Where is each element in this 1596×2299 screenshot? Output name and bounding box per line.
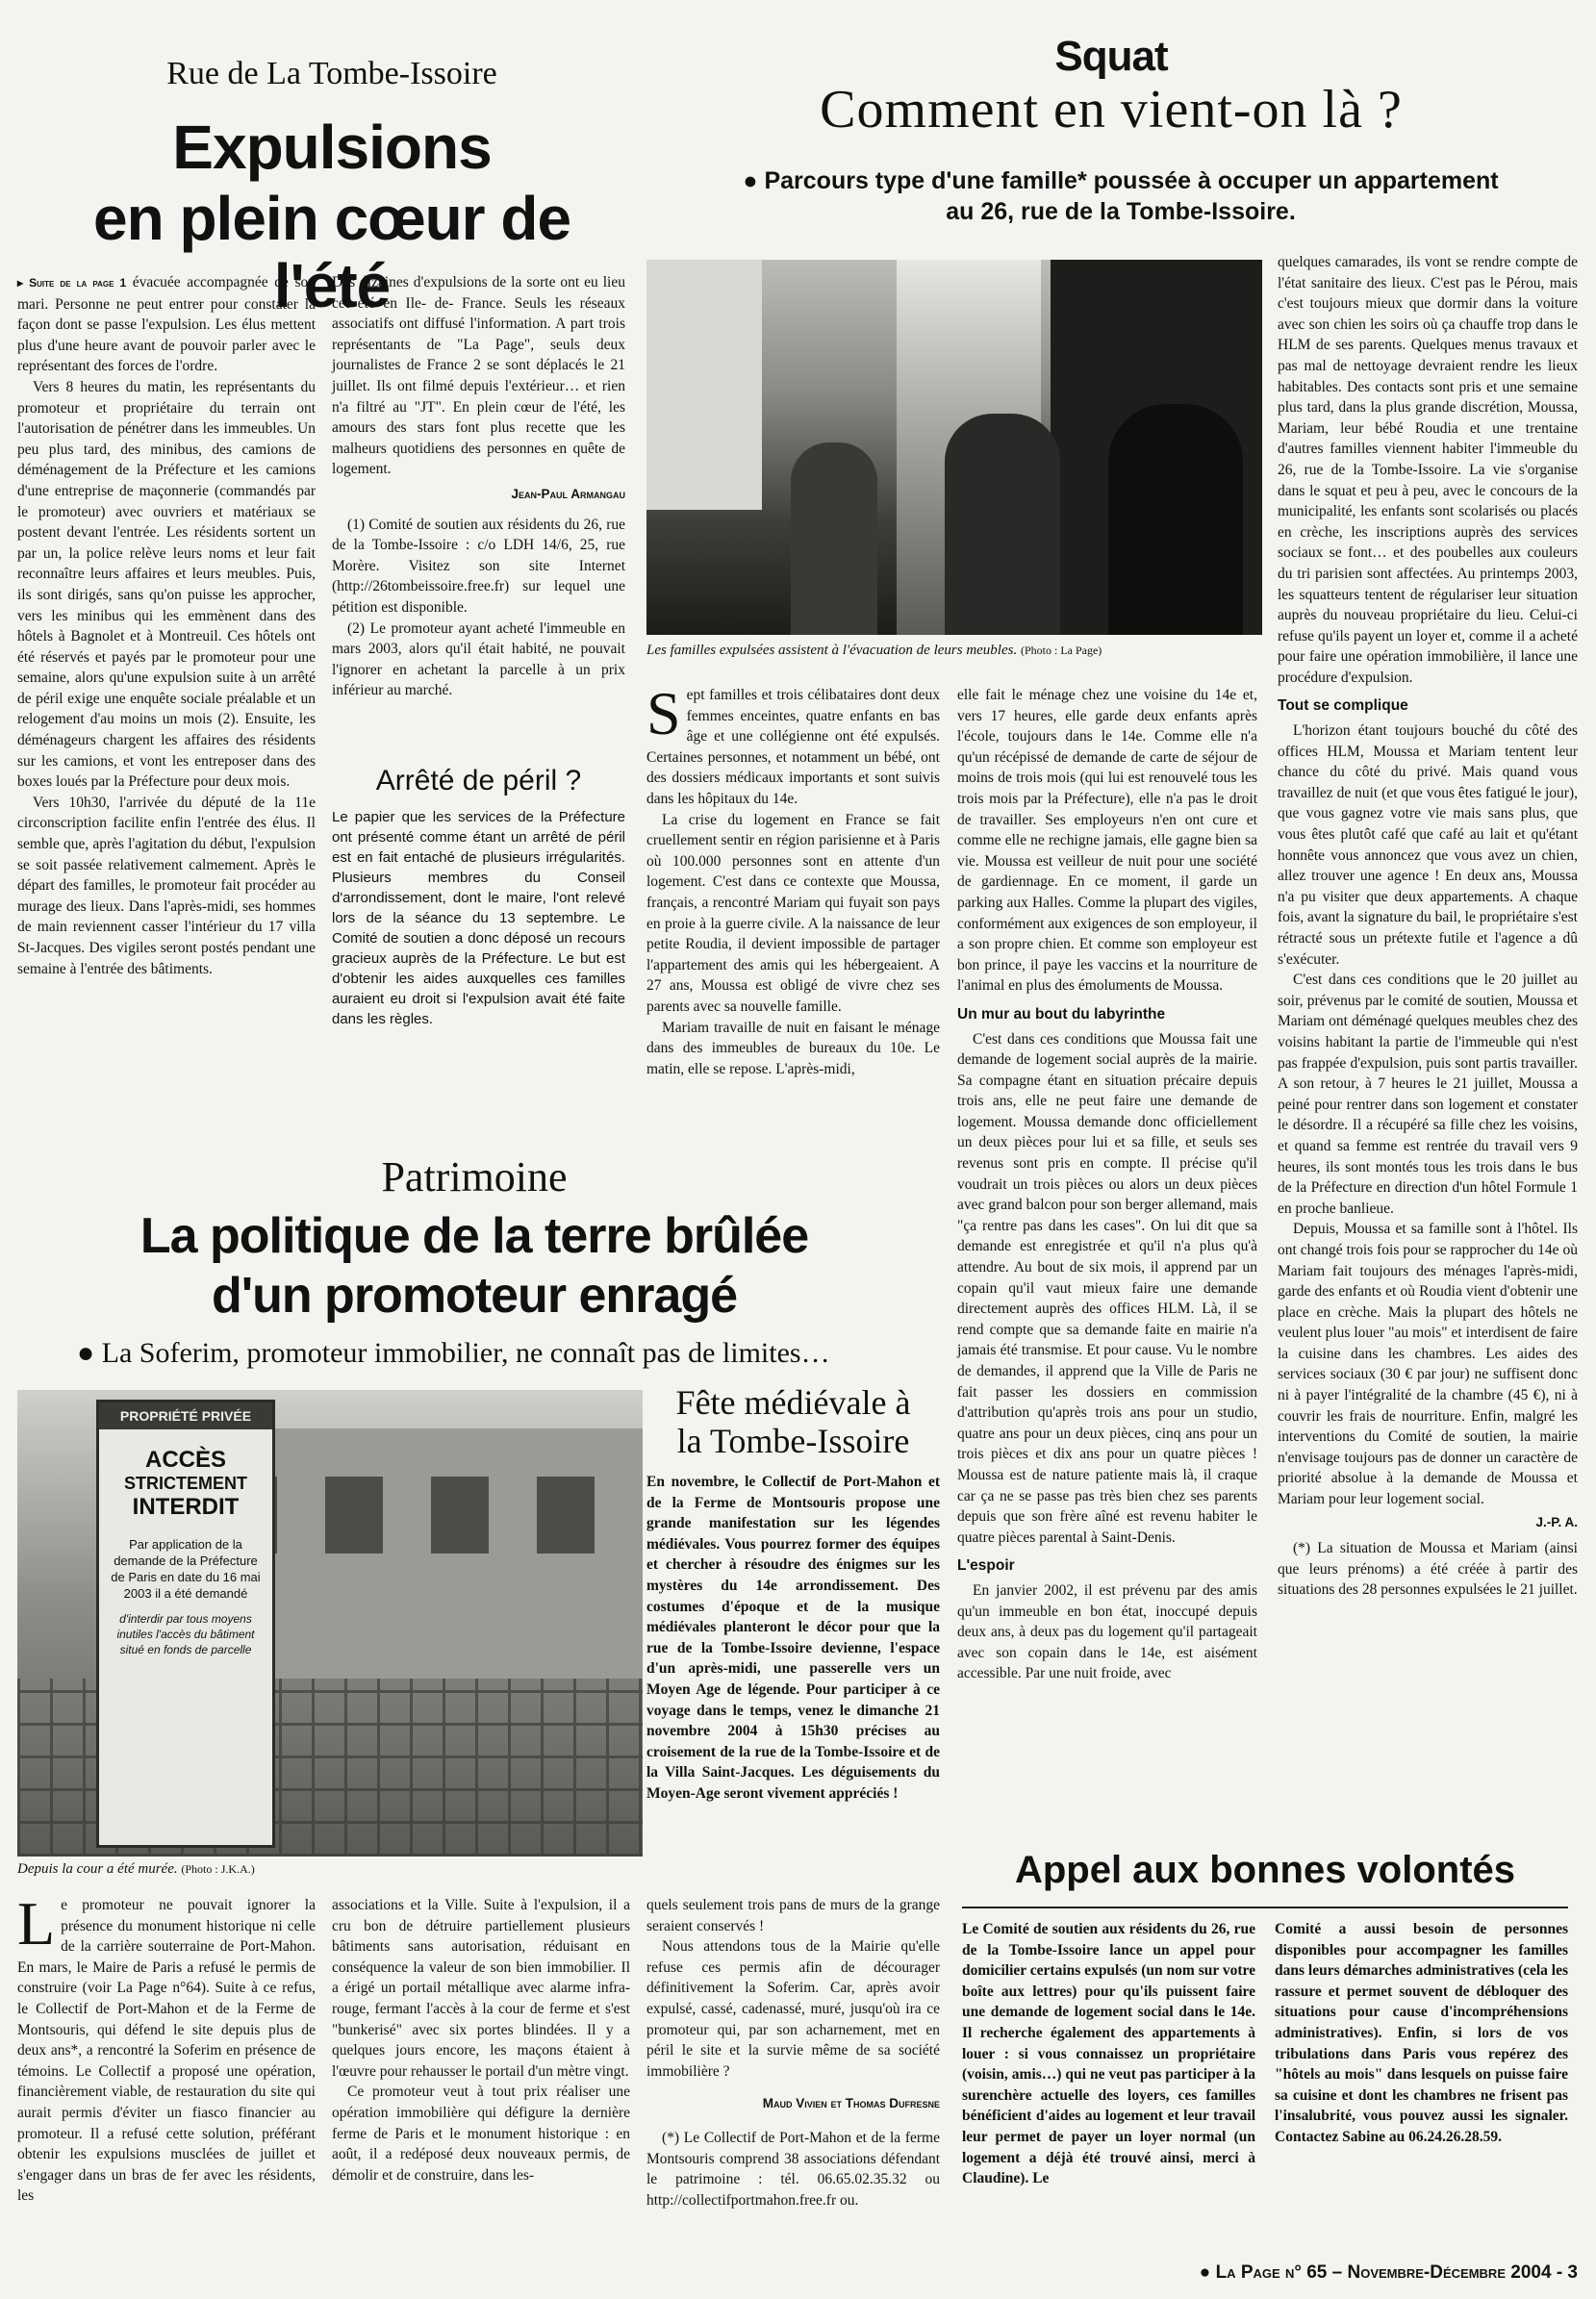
appel-col-2: Comité a aussi besoin de personnes disponibles pour accompagner les familles dans leurs démarches administratives (cela les rassure et permet souvent de débloquer des situations pour cause d'incompréhensions administratives). Enfin, si lors de vos tribulations dans Paris vous repérez des "hôtels au mois" dans lesquels on puisse faire sa cuisine et dont les chambres ne frisent pas l'insalubrité, vous pouvez aussi les signaler. Contactez Sabine au 06.24.26.28.59. [1275, 1921, 1568, 2145]
paragraph: ept familles et trois célibataires dont deux femmes enceintes, quatre enfants en bas âge et une collégienne ont été expulsés. Certaines personnes, et notamment un bébé, ont des dossiers médicaux importants et sont suivis dans les hôpitaux du 14e. [646, 687, 940, 807]
paragraph: La crise du logement en France se fait cruellement sentir en région parisienne et à Paris où 100.000 personnes sont en attente d'un logement. C'est dans ce contexte que Moussa, français, a rencontré Mariam qui fuyait son pays en proie à la guerre civile. A la naissance de leur petite Roudia, il devient impossible de partager l'appartement des amis qui les hébergeaient. A 27 ans, Moussa est obligé de vivre chez ses parents avec sa nouvelle famille. [646, 811, 940, 1015]
sign [96, 1400, 275, 1848]
sign-header: PROPRIÉTÉ PRIVÉE [99, 1402, 272, 1429]
squat-deck [664, 165, 1578, 227]
note-2: (2) Le promoteur ayant acheté l'immeuble en mars 2003, alors qu'il était habité, ne pouvait l'ignorer en achetant la parcelle à un prix inférieur au marché. [332, 619, 625, 699]
subhead-complique: Tout se complique [1278, 697, 1408, 715]
box-title: Arrêté de péril ? [375, 765, 582, 796]
fete-title-1: Fête médiévale à [675, 1383, 911, 1422]
paragraph: e promoteur ne pouvait ignorer la présence du monument historique ni celle de la carrière souterraine de Port-Mahon. En mars, le Maire de Paris a refusé le permis de construire (voir La Page n°64). Suite à ce refus, le Collectif de Port-Mahon et de la Ferme de Montsouris, qui défend le site depuis plus de deux ans*, a rencontré la Soferim en présence de témoins. Le Collectif a proposé une opération, financièrement viable, de restauration du site qui aurait permis d'éviter un fiasco financier au promoteur. Il a refusé cette solution, préférant obtenir les expulsions musclées de juillet et s'engager dans un bras de fer avec les résidents, les [17, 1897, 316, 2205]
expulsions-headline-2: en plein cœur de l'été [92, 184, 571, 320]
paragraph: associations et la Ville. Suite à l'expulsion, il a cru bon de détruire partiellement plusieurs bâtiments sans autorisation, réduisant en conséquence la valeur de son bien immobilier. Il a érigé un portail métallique avec alarme infra-rouge, fermant l'accès à la cour de ferme et s'est "bunkerisé" avec six portes blindées. Il y a quelques jours encore, les maçons étaient à l'œuvre pour rehausser le portail d'un mètre vingt. [332, 1897, 630, 2080]
fete-text: En novembre, le Collectif de Port-Mahon et de la Ferme de Montsouris propose une grande manifestation sur les légendes médiévales. Vous pourrez former des équipes et chercher à résoudre des énigmes sur les mystères du 14e arrondissement. Des costumes d'époque et de la musique médiévales planteront le décor pour que la rue de la Tombe-Issoire devienne, l'espace d'un après-midi, une passerelle vers un Moyen Age de légende. Pour participer à ce voyage dans le temps, venez le dimanche 21 novembre 2004 à 15h30 précises au croisement de la rue de la Tombe-Issoire et de la Villa Saint-Jacques. Les déguisements du Moyen-Age seront vivement appréciés ! [646, 1474, 940, 1802]
fete-title-2: la Tombe-Issoire [676, 1422, 910, 1460]
paragraph: Vers 10h30, l'arrivée du député de la 11e circonscription facilite enfin l'entrée des élus. Il semble que, après l'agitation du début, l'expulsion se soit passée relativement calmement. Après le départ des familles, le promoteur fait procéder au murage des lieux. Dans l'après-midi, ses hommes de main reviennent casser l'intérieur du 17 villa St-Jacques. Des vigiles seront postés pendant une semaine à l'entrée des bâtiments. [17, 794, 316, 977]
box-text: Le papier que les services de la Préfecture ont présenté comme étant un arrêté de péril est en fait entaché de plusieurs irrégularités. Plusieurs membres du Conseil d'arrondissement, dont le maire, l'ont relevé lors de la séance du 13 septembre. Le Comité de soutien a donc déposé un recours gracieux auprès de la Préfecture. Le but est d'obtenir les aides auxquelles ces familles auraient eu droit si l'expulsion avait été faite dans les règles. [332, 809, 625, 1027]
bullet-icon: ● [1199, 2262, 1211, 2283]
lead-marker: Suite de la page 1 [29, 276, 127, 290]
squat-photo [646, 260, 1262, 635]
sign-line: ACCÈS [144, 1447, 226, 1473]
patrimoine-photo [17, 1390, 643, 1857]
sign-line: STRICTEMENT [124, 1474, 247, 1493]
paragraph: Vers 8 heures du matin, les représentants du promoteur et propriétaire du terrain ont l'autorisation de pénétrer dans les immeubles. Un peu plus tard, des minibus, des camions de déménagement de la Préfecture et les camions d'une entreprise de maçonnerie (commandés par le promoteur) avec ouvriers et matériaux se postent devant l'entrée. Les résidents sortent un par un, la police relève leurs noms et leur fait reconnaître leurs affaires et leurs meubles. Puis, ils sont dirigés, sans qu'on puisse les approcher, vers les minibus qui les emmènent dans des hôtels à Bagnolet et à Montreuil. Ces hôtels ont été réservés et payés par le promoteur pour une semaine, alors qu'une expulsion suite à un arrêté de péril exige une enquête sociale préalable et un relogement d'au moins un mois (2). Ensuite, les déménageurs chargent les affaires des résidents sur les camions, et vont les entreposer dans des boxes loués par la Préfecture pour deux mois. [17, 378, 316, 791]
squat-col-c [1278, 252, 1578, 1601]
paragraph: C'est dans ces conditions que le 20 juillet au soir, prévenus par le comité de soutien, Moussa et Mariam ont déménagé quelques meubles chez des voisins habitant la partie de l'immeuble qui n'est pas frappée d'expulsion, puis sont partis travailler. A son retour, à 7 heures le 21 juillet, Moussa a peiné pour rentrer dans son logement et constater le désordre. Il a récupéré sa fille chez les voisins, et quand sa femme est rentrée du travail vers 9 heures, ils sont montés tous les trois dans le bus de la Préfecture en direction d'un hôtel Formule 1 en proche banlieue. [1278, 972, 1578, 1217]
footnote: (*) La situation de Moussa et Mariam (ainsi que leurs prénoms) a été créée à partir des situations des 28 personnes expulsées le 21 juillet. [1278, 1540, 1578, 1599]
expulsions-col-2 [332, 272, 625, 701]
paragraph: quels seulement trois pans de murs de la grange seraient conservés ! [646, 1897, 940, 1934]
patrimoine-col-3 [646, 1895, 940, 2211]
appel-col-1: Le Comité de soutien aux résidents du 26, rue de la Tombe-Issoire lance un appel pour domicilier certains expulsés (un nom sur votre boîte aux lettres) pour qu'ils puissent faire une demande de logement social dans le 14e. Il recherche également des appartements à louer : si vous connaissez un propriétaire (voisin, amis…) qui ne veut pas participer à la surenchère actuelle des loyers, ces familles bénéficient d'aides au logement et leur travail leur permet de payer un loyer normal (un logement a déjà été trouvé ainsi, merci à Claudine). Le [962, 1921, 1255, 2187]
deck-line-2: au 26, rue de la Tombe-Issoire. [946, 198, 1296, 225]
squat-col-b [957, 685, 1257, 1684]
subhead-espoir: L'espoir [957, 1557, 1015, 1575]
paragraph: Ce promoteur veut à tout prix réaliser une opération immobilière qui défigure la dernière ferme de Paris et le monument historique : en août, il a redéposé deux nouveaux permis, de démolir et de construire, dans les- [332, 2084, 630, 2184]
paragraph: Nous attendons tous de la Mairie qu'elle refuse ces permis afin de décourager définitivement la Soferim. Car, après avoir expulsé, cassé, cadenassé, muré, jusqu'où ira ce promoteur qui, par son acharnement, met en péril le site et la survie même de sa société immobilière ? [646, 1938, 940, 2080]
paragraph: évacuée accompagnée de son mari. Personne ne peut entrer pour constater la façon dont se passe l'expulsion. Les élus mettent plus d'une heure avant de pouvoir parler avec le représentant des forces de l'ordre. [17, 274, 317, 375]
caption-text: Les familles expulsées assistent à l'évacuation de leurs meubles. [646, 643, 1018, 658]
subhead-labyrinthe: Un mur au bout du labyrinthe [957, 1005, 1166, 1023]
page-footer [1154, 2262, 1578, 2284]
paragraph: Depuis, Moussa et sa famille sont à l'hôtel. Ils ont changé trois fois pour se rapprocher du 14e où Mariam fait toujours des ménages l'après-midi, garde des enfants et où Roudia vient d'obtenir une place en crèche. Mais la plupart des hôtels ne veulent plus louer "au mois" et interdisent de faire la cuisine dans les chambres. Les aides des services sociaux (30 € par jour) ne suffisent donc ni à payer l'intégralité de la chambre (45 €), ni à couvrir les frais de nourriture. Enfin, malgré les interventions du Comité de soutien, la mairie n'envisage toujours pas de donner un caractère de priorité absolue à la demande de Moussa et Mariam pour leur logement social. [1278, 1221, 1578, 1508]
patrimoine-deck [77, 1337, 924, 1370]
footer-text: La Page n° 65 – Novembre-Décembre 2004 - 3 [1215, 2262, 1578, 2283]
patrimoine-col-1 [17, 1889, 316, 2207]
note-1: (1) Comité de soutien aux résidents du 26, rue de la Tombe-Issoire : c/o LDH 14/6, 25, rue Morère. Visitez son site Internet (http://26tombeissoire.free.fr) sur lequel une pétition est disponible. [332, 516, 625, 616]
patrimoine-headline-1: La politique de la terre brûlée [139, 1208, 809, 1264]
patrimoine-headline-2: d'un promoteur enragé [211, 1268, 738, 1324]
byline: Maud Vivien et Thomas Dufresne [762, 2096, 940, 2111]
paragraph: En janvier 2002, il est prévenu par des amis qu'un immeuble en bon état, inoccupé depuis deux ans, à deux pas du logement qu'il partageait avec son copain dans le 14e, est aisément accessible. Par une nuit froide, avec [957, 1581, 1257, 1682]
fete-box [646, 1383, 940, 1805]
patrimoine-photo-caption [17, 1861, 643, 1878]
sign-line: d'interdir par tous moyens inutiles l'accès du bâtiment situé en fonds de parcelle [116, 1612, 255, 1656]
caption-credit: (Photo : La Page) [1020, 644, 1102, 657]
caption-credit: (Photo : J.K.A.) [181, 1862, 255, 1876]
squat-headline: Comment en vient-on là ? [820, 80, 1403, 139]
dropcap: L [17, 1889, 56, 1958]
paragraph: Mariam travaille de nuit en faisant le ménage dans des immeubles de bureaux du 10e. Le matin, elle se repose. L'après-midi, [646, 1019, 940, 1077]
patrimoine-col-2 [332, 1895, 630, 2185]
arrete-box [332, 765, 625, 1029]
paragraph: C'est dans ces conditions que Moussa fait une demande de logement social auprès de la mairie. Sa compagne étant en situation précaire depuis trois ans, elle ne peut faire une demande de logement. Moussa demande donc officiellement un deux pièces pour lui et sa fille, et seuls ses revenus sont pris en compte. Il précise qu'il voudrait un trois pièces ou alors un deux pièces avec grand balcon pour son berger allemand, mais "ça rentre pas dans les cases". On lui dit que sa demande est enregistrée et qu'il n'a plus qu'à attendre. Au bout de six mois, il apprend par un copain qu'il vaut mieux faire une demande directement auprès des offices HLM. Là, il se rend compte que sa demande faite en mairie n'a jamais été transmise. Et pour cause. Vu le nombre de demandes, il apprend que la Ville de Paris ne fait passer les dossiers en commission d'attribution qu'après trois ans pour un studio, quatre ans pour un deux pièces, cinq ans pour un trois pièces et dix ans pour un quatre pièces ! Moussa est de nature patiente mais là, il craque car ça ne se passe pas très bien chez ses parents depuis que son frère aîné est revenu habiter le quatre pièces parental à Saint-Denis. [957, 1030, 1257, 1546]
squat-col-a [646, 679, 940, 1079]
bullet-icon: ● [743, 167, 758, 194]
byline: J.-P. A. [1535, 1514, 1578, 1529]
appel-divider [962, 1907, 1568, 1908]
deck-text: La Soferim, promoteur immobilier, ne connaît pas de limites… [101, 1337, 830, 1369]
paragraph: L'horizon étant toujours bouché du côté des offices HLM, Moussa et Mariam tentent leur chance du côté du privé. Mais quand vous travaillez de nuit (et que vous êtes fatigué le jour), que vous gagnez votre vie mais sans plus, que vous êtes plutôt café que café au lait et qu'étant honnête vous annoncez que vous avez un chien, allez trouver une agence ! En deux ans, Moussa n'a pu visiter que deux appartements. A chaque fois, avant la signature du bail, le propriétaire s'est rétracté sous un prétexte futile et l'agence a dû s'exécuter. [1278, 722, 1578, 968]
expulsions-headline-1: Expulsions [172, 113, 492, 182]
paragraph: Des dizaines d'expulsions de la sorte ont eu lieu cet été en Ile- de- France. Seuls les réseaux associatifs ont diffusé l'information. A part trois représentants de "La Page", seuls deux journalistes de France 2 se sont déplacés le 21 juillet. Ils ont filmé depuis l'extérieur… et rien n'a filtré au "JT". En plein cœur de l'été, les amours des stars font plus recette que les malheurs quotidiens des personnes en quête de logement. [332, 274, 625, 478]
expulsions-kicker: Rue de La Tombe-Issoire [166, 56, 497, 91]
appel-title: Appel aux bonnes volontés [1014, 1849, 1516, 1891]
expulsions-col-1: ▸ Suite de la page 1 évacuée accompagnée de son mari. Personne ne peut entrer pour constater la façon dont se passe l'expulsion. Les élus mettent plus d'une heure avant de pouvoir parler avec le représentant des forces de l'ordre. Vers 8 heures du matin, les représentants du promoteur et propriétaire du terrain ont l'autorisation de pénétrer dans les immeubles. Un peu plus tard, des minibus, des camions de déménagement de la Préfecture et les camions d'une entreprise de maçonnerie (commandés par le promoteur) avec ouvriers et matériaux se postent devant l'entrée. Les résidents sortent un par un, la police relève leurs noms et leur fait reconnaître leurs affaires et leurs meubles. Puis, ils sont dirigés, sans qu'on puisse les approcher, vers les minibus qui les emmènent dans des hôtels à Bagnolet et à Montreuil. Ces hôtels ont été réservés et payés par le promoteur pour une semaine, alors qu'une expulsion suite à un arrêté de péril exige une enquête sociale préalable et un relogement d'au moins un mois (2). Ensuite, les déménageurs chargent les affaires des résidents sur les camions, et vont les entreposer dans des boxes loués par la Préfecture pour deux mois. Vers 10h30, l'arrivée du député de la 11e circonscription facilite enfin l'entrée des élus. Il semble que, après l'agitation du début, l'expulsion se soit passée relativement calmement. Après le départ des familles, le promoteur fait procéder au murage des lieux. Dans l'après-midi, ses hommes de main reviennent casser l'intérieur du 17 villa St-Jacques. Des vigiles seront postés pendant une semaine à l'entrée des bâtiments. [17, 272, 316, 979]
patrimoine-kicker: Patrimoine [381, 1153, 568, 1200]
note: (*) Le Collectif de Port-Mahon et de la ferme Montsouris comprend 38 associations défendant le patrimoine : tél. 06.65.02.35.32 ou http://collectifportmahon.free.fr ou. [646, 2129, 940, 2209]
sign-line: INTERDIT [132, 1494, 240, 1520]
sign-line: Par application de la demande de la Préfecture de Paris en date du 16 mai 2003 il a été demandé [111, 1537, 261, 1601]
paragraph: quelques camarades, ils vont se rendre compte de l'état sanitaire des lieux. C'est pas le Pérou, mais c'est toujours mieux que dormir dans la voiture avec son chien les soirs où ça chauffe trop dans le HLM de ses parents. Quelques menus travaux et pas mal de nettoyage devraient rendre les lieux habitables. Des contacts sont pris et une semaine plus tard, dans la plus grande discrétion, Moussa, Mariam, leur bébé Roudia et une trentaine d'autres familles viennent habiter l'immeuble du 26, rue de la Tombe-Issoire. La vie s'organise dans le squat et peu à peu, avec le concours de la municipalité, les enfants sont scolarisés ou placés en crèche, les inscriptions auprès des services sociaux se font… et des poubelles aux couleurs du tri parisien sont affectées. Au printemps 2003, les squatteurs tentent de régulariser leur situation auprès du nouveau propriétaire du lieu. Celui-ci refuse qu'ils payent un loyer et, comme il a acheté pour faire une opération immobilière, il lance une procédure d'expulsion. [1278, 254, 1578, 686]
caption-text: Depuis la cour a été murée. [17, 1861, 178, 1877]
bullet-icon: ● [77, 1337, 95, 1369]
paragraph: elle fait le ménage chez une voisine du 14e et, vers 17 heures, elle garde deux enfants après l'école, toujours dans le 14e. Comme elle n'a qu'un récépissé de demande de carte de séjour de moins de trois mois (qui lui est renouvelé tous les trois mois par la Préfecture), elle n'a pas le droit de travailler. Ses employeurs n'en ont cure et comme elle ne rechigne jamais, elle gagne bien sa vie. Moussa est veilleur de nuit pour une société de gardiennage. En ce moment, il garde un parking aux Halles. Comme la plupart des vigiles, conformément aux exigences de son employeur, il a son propre chien. Et comme son employeur est bon prince, il paye les vaccins et la nourriture de l'animal en plus des émoluments de Moussa. [957, 687, 1257, 995]
dropcap: S [646, 679, 681, 747]
deck-line-1: Parcours type d'une famille* poussée à occuper un appartement [764, 167, 1499, 194]
squat-kicker: Squat [1054, 33, 1168, 80]
squat-photo-caption [646, 643, 1262, 659]
byline: Jean-Paul Armangau [511, 486, 625, 501]
